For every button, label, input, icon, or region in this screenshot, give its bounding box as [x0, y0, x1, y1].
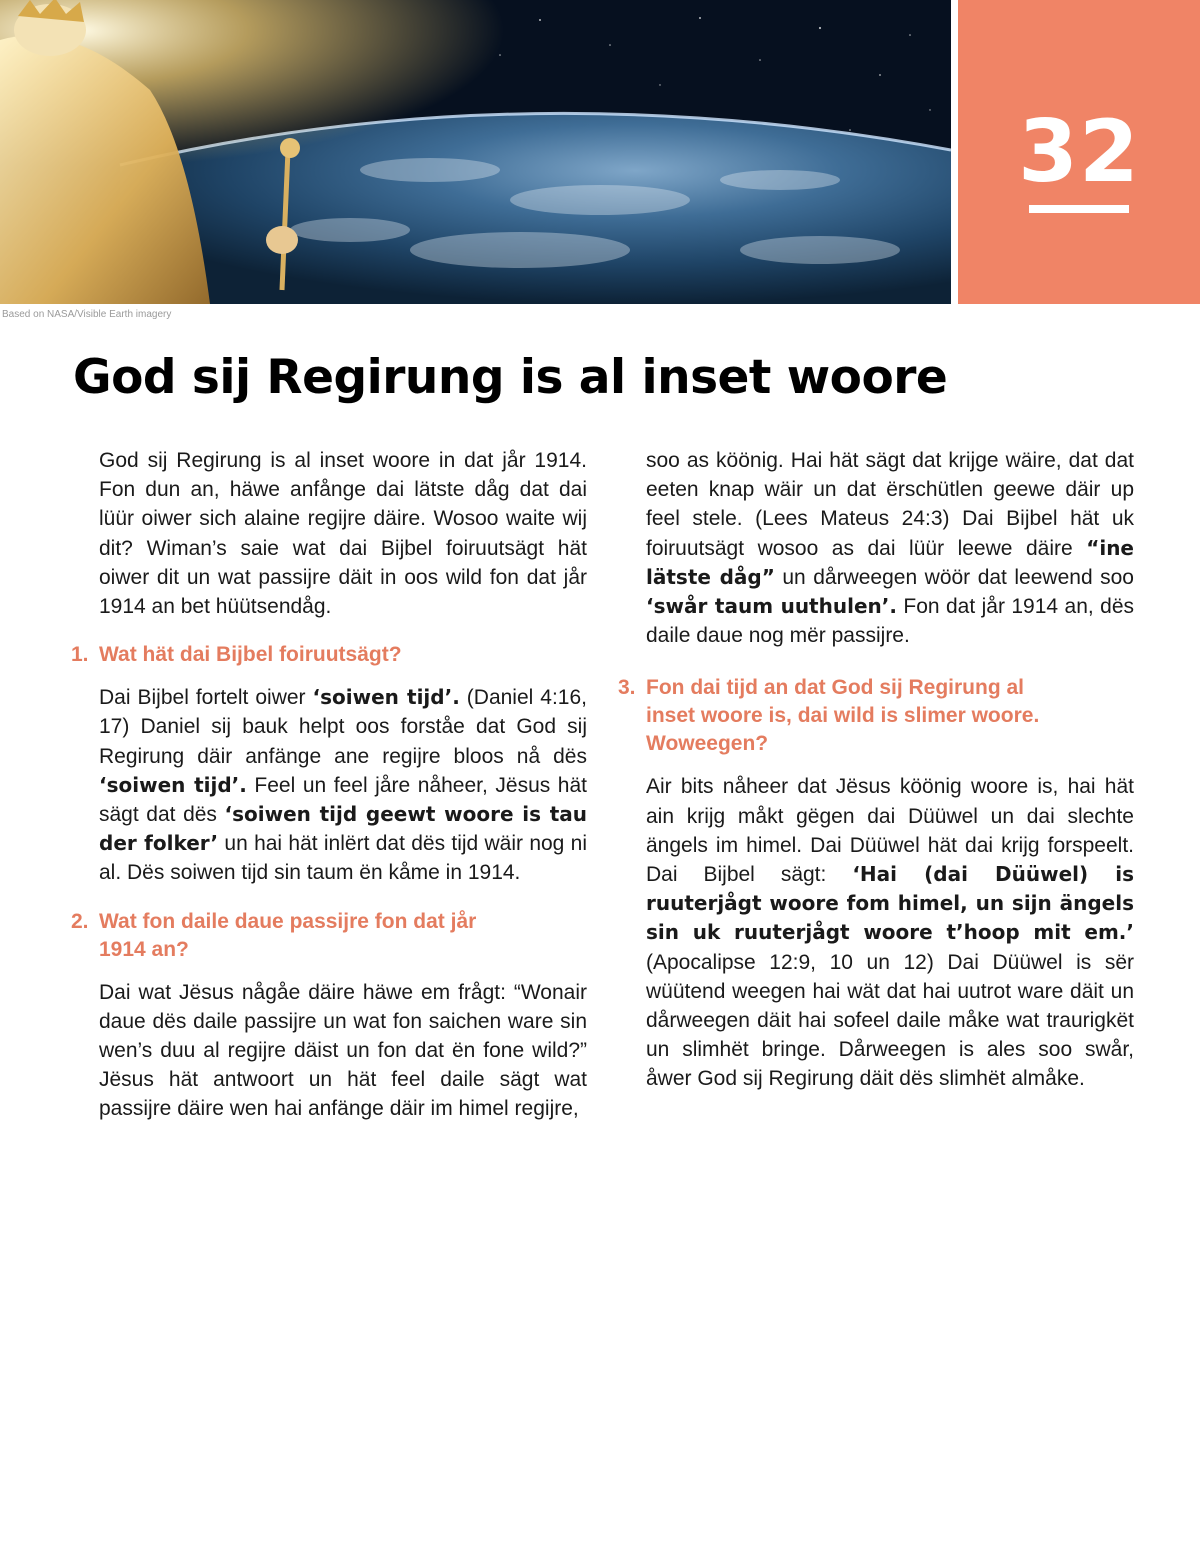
- answer-text: Dai Bijbel fortelt oiwer: [99, 686, 313, 710]
- left-column: [71, 446, 587, 1124]
- earth-from-space-illustration: [0, 0, 951, 304]
- chapter-underline: [1029, 205, 1129, 213]
- question-text: Fon dai tijd an dat God sij Regirung al inset woore is, dai wild is slimer woore. Woweegen?: [646, 676, 1040, 756]
- answer-text: Fon dat jår 1914 an, dës daile daue nog mër passijre.: [646, 595, 1134, 648]
- right-column-content: [618, 446, 1134, 1094]
- bold-quote: “ine lätste dåg”: [646, 535, 1134, 589]
- question-text: Wat fon daile daue passijre fon dat jår 1914 an?: [99, 909, 477, 961]
- answer-text: Air bits nåheer dat Jësus köönig woore is, hai hät ain krijg måkt gëgen dai Düüwel un dai slechte ängels im himel. Dai Düüwel hät dai krijg forspeelt. Dai Bijbel sägt:: [646, 775, 1134, 887]
- question-number: 2.: [71, 909, 89, 933]
- answer-1-paragraph: [99, 683, 587, 887]
- answer-3-paragraph: [646, 772, 1134, 1093]
- answer-text: (Apocalipse 12:9, 10 un 12) Dai Düüwel is sër wüütend weegen hai wät dat hai uutrot ware däit un dårweegen däit hai sofeel daile måke wat traurigkët un slimhët bringe. Dårweegen is ales soo swår, åwer God sij Regirung däit dës slimhët almåke.: [646, 950, 1134, 1091]
- bold-quote: ‘soiwen tijd’.: [99, 772, 247, 797]
- bold-quote: ‘soiwen tijd’.: [312, 685, 460, 710]
- answer-2-paragraph: [99, 978, 587, 1124]
- image-credit: Based on NASA/Visible Earth imagery: [2, 309, 172, 320]
- answer-text: un hai hät inlërt dat dës tijd wäir nog ni al. Dës soiwen tijd sin taum ën kåme in 1914.: [99, 832, 588, 885]
- header-image: [0, 0, 951, 304]
- question-text: Wat hät dai Bijbel foiruutsägt?: [99, 643, 402, 667]
- question-1: [71, 641, 587, 669]
- bold-quote: ‘soiwen tijd geewt woore is tau der folker’: [99, 802, 587, 856]
- page-title: God sij Regirung is al inset woore: [73, 350, 948, 405]
- answer-text: Feel un feel jåre nåheer, Jësus hät sägt dat dës: [99, 773, 588, 827]
- answer-2-continued: [646, 446, 1134, 650]
- answer-text: un dårweegen wöör dat leewend soo: [774, 565, 1134, 589]
- answer-text: Dai wat Jësus någåe däire häwe em frågt: “Wonair daue dës daile passijre un wat fon saichen ware sin wen’s duu al regijre däist un fon dat ën fone wild?” Jësus hät antwoort un hät feel daile sägt wat passijre däire wen hai anfänge däir im himel regijre,: [99, 980, 587, 1121]
- intro-paragraph: God sij Regirung is al inset woore in dat jår 1914. Fon dun an, häwe anfånge dai lätste dåg dat dai lüür oiwer sich alaine regijre däire. Wosoo waite wij dit? Wiman’s saie wat dai Bijbel foiruutsägt hät oiwer dit un wat passijre däit in oos wild fon dat jår 1914 an bet hüütsendåg.: [99, 449, 587, 619]
- answer-text: (Daniel 4:16, 17) Daniel sij bauk helpt oos forståe dat God sij Regirung däir anfänge ane regijre bloos nå dës: [99, 686, 587, 768]
- question-number: 1.: [71, 643, 89, 667]
- bold-quote: ‘Hai (dai Düüwel) is ruuterjågt woore fom himel, un sijn ängels sin uk ruuterjågt woore t’hoop mit em.’: [646, 862, 1135, 945]
- question-number: 3.: [618, 676, 636, 700]
- question-2: [71, 908, 587, 964]
- answer-text: soo as köönig. Hai hät sägt dat krijge wäire, dat dat eeten knap wäir un dat ërschütlen geewe däir up feel stele. (Lees Mateus 24:3) Dai Bijbel hät uk foiruutsägt wosoo as dai lüür leewe däire: [646, 449, 1134, 560]
- chapter-number-box: [958, 0, 1200, 304]
- question-3: [618, 674, 1134, 758]
- chapter-number: 32: [1018, 102, 1140, 202]
- bold-quote: ‘swår taum uuthulen’.: [646, 594, 897, 619]
